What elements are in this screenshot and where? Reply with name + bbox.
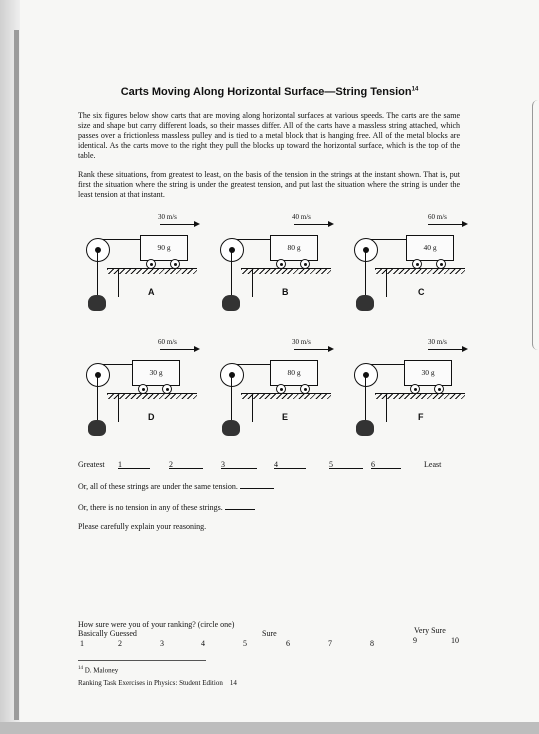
- instructions-paragraph: Rank these situations, from greatest to least, on the basis of the tension in the strings at the instant shown. That is, put first the situation where the string is under the greatest tension, and put last the situation where the string is under the least tension at that instant.: [78, 170, 460, 199]
- figure-label: D: [148, 412, 155, 422]
- speed-label: 40 m/s: [292, 213, 311, 221]
- least-label: Least: [424, 460, 442, 469]
- cart: [140, 235, 188, 261]
- very-sure-label: Very Sure: [414, 626, 446, 635]
- velocity-arrow: [428, 349, 464, 350]
- confidence-option-8[interactable]: 8: [370, 639, 374, 648]
- figure-label: A: [148, 287, 155, 297]
- table-edge: [118, 394, 119, 422]
- cart: [406, 235, 454, 261]
- figure-b: [214, 213, 334, 323]
- cart-mass: 30 g: [149, 368, 163, 377]
- cart-mass: 80 g: [287, 368, 301, 377]
- figure-label: F: [418, 412, 424, 422]
- footnote-author: $^{14}$ D. Maloney: [78, 666, 119, 675]
- string: [231, 249, 232, 295]
- hanging-block-icon: [356, 420, 374, 436]
- greatest-label: Greatest: [78, 460, 105, 469]
- velocity-arrow: [428, 224, 464, 225]
- no-tension-option: Or, there is no tension in any of these strings.: [78, 501, 255, 512]
- pulley-icon: [220, 238, 244, 262]
- confidence-question: How sure were you of your ranking? (circle one): [78, 620, 235, 629]
- confidence-option-6[interactable]: 6: [286, 639, 290, 648]
- pulley-icon: [86, 238, 110, 262]
- same-tension-option: Or, all of these strings are under the same tension.: [78, 480, 274, 491]
- table-edge: [386, 269, 387, 297]
- figure-c: [348, 213, 468, 323]
- hanging-block-icon: [88, 420, 106, 436]
- cart: [132, 360, 180, 386]
- string: [365, 374, 366, 420]
- string: [231, 374, 232, 420]
- no-tension-blank[interactable]: [225, 501, 255, 510]
- sure-label: Sure: [262, 629, 277, 638]
- speed-label: 30 m/s: [158, 213, 177, 221]
- cart: [404, 360, 452, 386]
- table-hatch: [241, 394, 331, 399]
- page-title: Carts Moving Along Horizontal Surface—String Tension$^{14}$: [120, 86, 419, 98]
- velocity-arrow: [160, 224, 196, 225]
- cart-mass: 80 g: [287, 243, 301, 252]
- table-hatch: [107, 394, 197, 399]
- velocity-arrow: [160, 349, 196, 350]
- cart-mass: 30 g: [421, 368, 435, 377]
- confidence-option-2[interactable]: 2: [118, 639, 122, 648]
- confidence-option-7[interactable]: 7: [328, 639, 332, 648]
- table-edge: [252, 394, 253, 422]
- explain-prompt: Please carefully explain your reasoning.: [78, 522, 207, 531]
- string: [365, 249, 366, 295]
- footnote-rule: [78, 660, 206, 661]
- scan-bottom-edge: [0, 722, 539, 734]
- figure-d: [80, 338, 200, 448]
- confidence-option-9[interactable]: 9: [413, 636, 417, 645]
- table-hatch: [375, 269, 465, 274]
- pulley-icon: [354, 363, 378, 387]
- pulley-icon: [86, 363, 110, 387]
- string: [97, 249, 98, 295]
- hanging-block-icon: [88, 295, 106, 311]
- confidence-option-1[interactable]: 1: [80, 639, 84, 648]
- hanging-block-icon: [356, 295, 374, 311]
- binding-shadow: [14, 30, 19, 720]
- cart-mass: 40 g: [423, 243, 437, 252]
- figure-label: C: [418, 287, 425, 297]
- pulley-icon: [220, 363, 244, 387]
- table-edge: [118, 269, 119, 297]
- velocity-arrow: [294, 224, 330, 225]
- velocity-arrow: [294, 349, 330, 350]
- hanging-block-icon: [222, 295, 240, 311]
- string: [97, 374, 98, 420]
- confidence-option-10[interactable]: 10: [451, 636, 459, 645]
- confidence-option-4[interactable]: 4: [201, 639, 205, 648]
- speed-label: 30 m/s: [428, 338, 447, 346]
- table-hatch: [375, 394, 465, 399]
- table-edge: [252, 269, 253, 297]
- same-tension-blank[interactable]: [240, 480, 274, 489]
- pulley-icon: [354, 238, 378, 262]
- intro-paragraph: The six figures below show carts that are moving along horizontal surfaces at various speeds. The carts are the same size and shape but carry different loads, so their masses differ. All of the carts have a massless string attached, which passes over a frictionless massless pulley and is tied to a metal block that is hanging free. All of the metal blocks are identical. As the carts move to the right they pull the blocks up toward the horizontal surface, which is the top of the table.: [78, 111, 460, 160]
- figure-label: B: [282, 287, 289, 297]
- figure-f: [348, 338, 468, 448]
- cart-mass: 90 g: [157, 243, 171, 252]
- table-hatch: [107, 269, 197, 274]
- ranking-row: Greatest 1 2 3 4 5 6 Least: [78, 460, 442, 469]
- footnote-source: Ranking Task Exercises in Physics: Student Edition 14: [78, 679, 237, 687]
- cart: [270, 235, 318, 261]
- page-curl: [532, 100, 539, 350]
- speed-label: 60 m/s: [428, 213, 447, 221]
- figure-label: E: [282, 412, 289, 422]
- speed-label: 60 m/s: [158, 338, 177, 346]
- cart: [270, 360, 318, 386]
- basically-guessed-label: Basically Guessed: [78, 629, 137, 638]
- table-edge: [386, 394, 387, 422]
- hanging-block-icon: [222, 420, 240, 436]
- figure-a: [80, 213, 200, 323]
- figure-e: [214, 338, 334, 448]
- speed-label: 30 m/s: [292, 338, 311, 346]
- confidence-option-3[interactable]: 3: [160, 639, 164, 648]
- confidence-option-5[interactable]: 5: [243, 639, 247, 648]
- table-hatch: [241, 269, 331, 274]
